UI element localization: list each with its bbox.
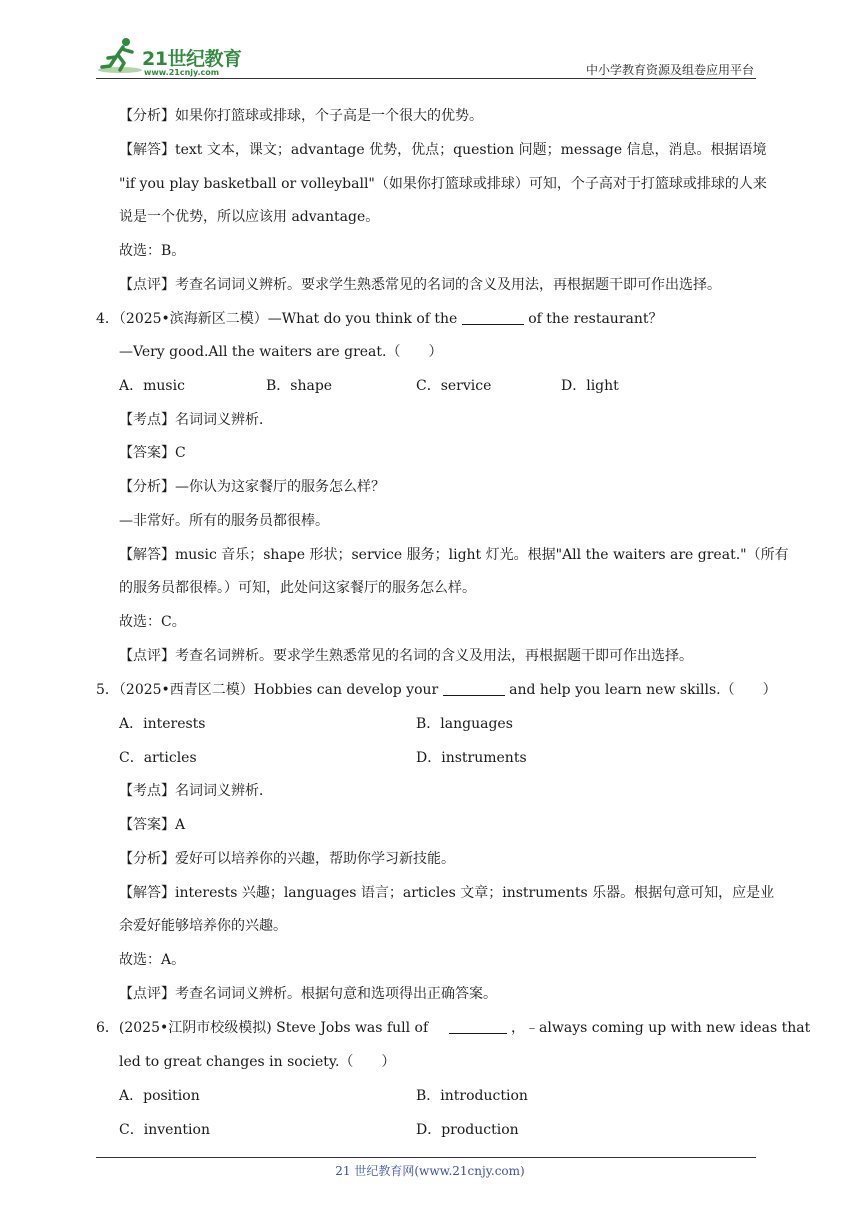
analysis-line: 【分析】如果你打篮球或排球，个子高是一个很大的优势。	[119, 108, 483, 124]
answer-key: 【答案】C	[119, 445, 186, 461]
choice-result: 故选：A。	[119, 952, 186, 968]
option-c: C．invention	[119, 1122, 210, 1138]
answer-explain-line: "if you play basketball or volleyball"（如果你打篮球或排球）可知，个子高对于打篮球或排球的人来	[119, 176, 767, 192]
answer-explain-line: 余爱好能够培养你的兴趣。	[119, 918, 287, 934]
answer-explain-line: 的服务员都很棒。）可知，此处问这家餐厅的服务怎么样。	[119, 580, 476, 596]
answer-key: 【答案】A	[119, 817, 186, 833]
option-b: B．languages	[416, 716, 513, 732]
question-6-text: 6．(2025•江阴市校级模拟) Steve Jobs was full of	[96, 1020, 433, 1036]
option-a: A．position	[119, 1088, 200, 1104]
knowledge-point: 【考点】名词词义辨析．	[119, 783, 273, 799]
question-6-stem	[96, 1018, 810, 1038]
answer-explain-line: 【解答】music 音乐；shape 形状；service 服务；light 灯光。根据"All the waiters are great."（所有	[119, 547, 789, 563]
logo-text: 21世纪教育	[142, 48, 242, 70]
page-header	[96, 30, 756, 78]
option-a: A．interests	[119, 716, 206, 732]
question-4-text: 4．（2025•滨海新区二模）—What do you think of the	[96, 311, 462, 327]
knowledge-point: 【考点】名词词义辨析．	[119, 412, 273, 428]
question-6-text-cont: led to great changes in society.（ ）	[119, 1054, 396, 1070]
question-4-stem	[96, 309, 663, 329]
option-c: C．service	[416, 378, 492, 394]
answer-explain-line: 【解答】interests 兴趣；languages 语言；articles 文章；instruments 乐器。根据句意可知，应是业	[119, 885, 775, 901]
question-5-text: 5．（2025•西青区二模）Hobbies can develop your	[96, 682, 443, 698]
option-d: D．instruments	[416, 750, 527, 766]
answer-explain-line: 说是一个优势，所以应该用 advantage。	[119, 209, 380, 225]
page-footer: 21 世纪教育网(www.21cnjy.com)	[335, 1164, 525, 1178]
option-a: A．music	[119, 378, 185, 394]
answer-explain-line: 【解答】text 文本，课文；advantage 优势，优点；question 问题；message 信息，消息。根据语境	[119, 142, 767, 158]
option-d: D．production	[416, 1122, 519, 1138]
question-5-stem	[96, 680, 777, 700]
header-divider	[96, 78, 756, 79]
answer-blank	[449, 1019, 507, 1034]
answer-blank	[462, 310, 524, 325]
comment-line: 【点评】考查名词词义辨析。要求学生熟悉常见的名词的含义及用法，再根据题干即可作出选择。	[119, 277, 721, 293]
choice-result: 故选：B。	[119, 243, 186, 259]
option-b: B．shape	[266, 378, 333, 394]
choice-result: 故选：C。	[119, 614, 186, 630]
question-4-reply: —Very good.All the waiters are great.（ ）	[119, 344, 443, 360]
header-platform-name: 中小学教育资源及组卷应用平台	[585, 63, 754, 77]
answer-blank	[443, 681, 505, 696]
question-4-text: of the restaurant？	[523, 311, 663, 327]
option-d: D．light	[561, 378, 619, 394]
analysis-line: 【分析】—你认为这家餐厅的服务怎么样？	[119, 479, 385, 495]
analysis-line: 【分析】爱好可以培养你的兴趣，帮助你学习新技能。	[119, 851, 455, 867]
question-5-text: and help you learn new skills.（ ）	[504, 682, 777, 698]
comment-line: 【点评】考查名词辨析。要求学生熟悉常见的名词的含义及用法，再根据题干即可作出选择。	[119, 648, 693, 664]
footer-divider	[96, 1157, 756, 1158]
option-b: B．introduction	[416, 1088, 528, 1104]
question-6-text: ，﹣always coming up with new ideas that	[506, 1020, 811, 1036]
runner-icon	[96, 36, 142, 76]
option-c: C．articles	[119, 750, 197, 766]
logo-url: www.21cnjy.com	[144, 68, 220, 77]
analysis-line: —非常好。所有的服务员都很棒。	[119, 513, 329, 529]
logo	[96, 36, 258, 76]
comment-line: 【点评】考查名词词义辨析。根据句意和选项得出正确答案。	[119, 986, 497, 1002]
